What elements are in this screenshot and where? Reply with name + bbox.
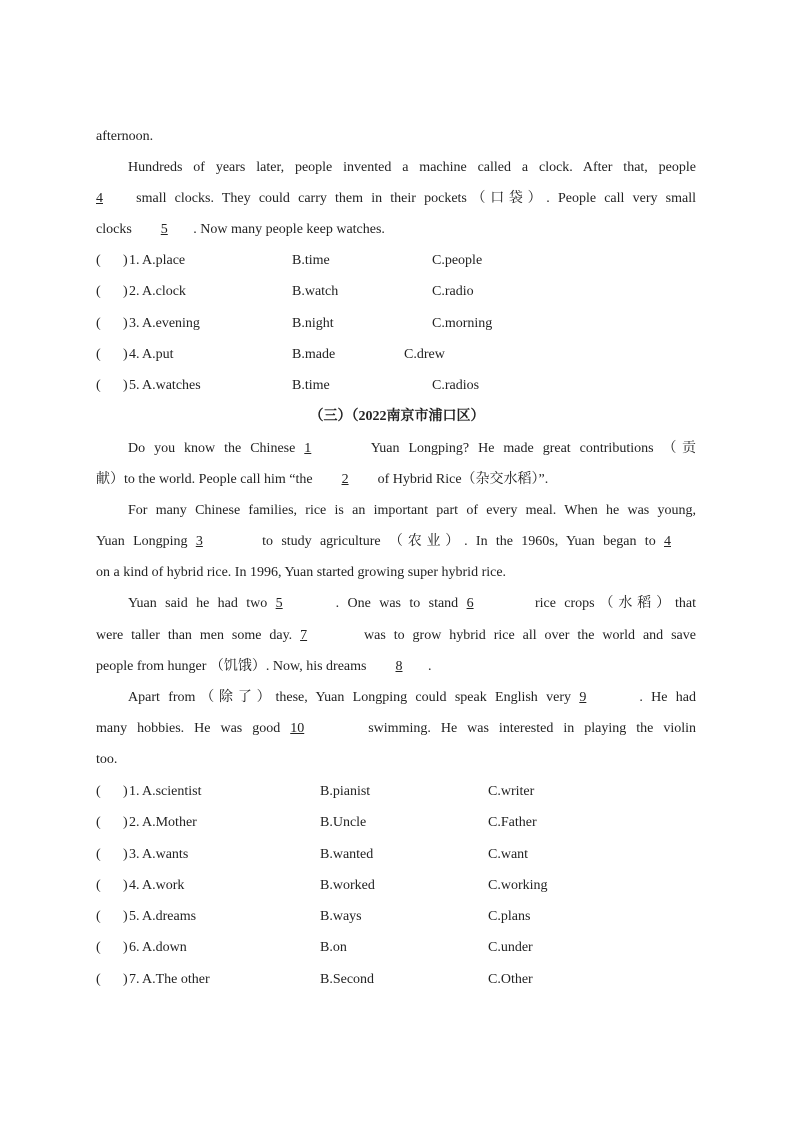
option-a[interactable]: A.down (142, 940, 187, 956)
passage-line (96, 221, 696, 239)
passage-text: . He had (639, 690, 697, 705)
passage-line (128, 595, 696, 613)
passage-line (96, 720, 696, 738)
question-number: 5. (129, 378, 140, 393)
passage-text: of Hybrid Rice（杂交水稻）”. (374, 472, 549, 487)
option-b[interactable]: B.Second (320, 971, 375, 987)
passage-text: small clocks. They could carry them in their pockets（口袋）. People call very small (128, 191, 696, 206)
option-b[interactable]: B.watch (292, 284, 339, 300)
option-b[interactable]: B.time (292, 378, 330, 393)
passage-line (96, 627, 696, 645)
option-c[interactable]: C.working (488, 877, 548, 893)
option-b[interactable]: B.worked (320, 877, 375, 893)
answer-paren-close: ) (123, 971, 128, 987)
option-a[interactable]: A.work (142, 877, 185, 893)
blank-7[interactable]: 7 (300, 628, 308, 643)
passage-text: clocks (96, 222, 136, 237)
passage-text: . One was to stand (335, 596, 467, 611)
passage-text: rice crops（水稻）that (526, 596, 696, 611)
answer-paren-close: ) (123, 253, 128, 268)
option-b[interactable]: B.Uncle (320, 815, 367, 831)
passage-text: was to grow hybrid rice all over the world and save (356, 628, 696, 643)
passage-line (96, 533, 696, 551)
option-a[interactable]: A.scientist (142, 784, 202, 799)
option-c[interactable]: C.want (488, 846, 529, 862)
passage-text: 献）to the world. People call him “the (96, 472, 317, 487)
answer-paren-close: ) (123, 846, 128, 862)
question-number: 5. (129, 909, 140, 924)
passage-text: Do you know the Chinese (128, 441, 305, 456)
option-c[interactable]: C.under (488, 940, 533, 956)
answer-paren-close: ) (123, 815, 128, 831)
option-a[interactable]: A.clock (142, 284, 186, 300)
blank-5[interactable]: 5 (160, 222, 168, 237)
answer-paren-open[interactable]: ( (96, 253, 101, 268)
answer-paren-open[interactable]: ( (96, 784, 101, 799)
option-a[interactable]: A.The other (142, 971, 210, 987)
answer-paren-close: ) (123, 784, 128, 799)
option-c[interactable]: C.Father (488, 815, 537, 831)
answer-paren-close: ) (123, 315, 128, 331)
option-b[interactable]: B.on (320, 940, 347, 956)
answer-paren-open[interactable]: ( (96, 971, 101, 987)
passage-text: Yuan Longping? He made great contributions （贡 (362, 441, 696, 456)
passage-line: afternoon. (96, 129, 154, 144)
question-number: 2. (129, 284, 140, 300)
question-number: 3. (129, 315, 140, 331)
blank-4[interactable]: 4 (96, 191, 103, 206)
answer-paren-open[interactable]: ( (96, 315, 101, 331)
option-b[interactable]: B.pianist (320, 784, 371, 799)
blank-3[interactable]: 3 (195, 534, 203, 549)
option-b[interactable]: B.night (292, 315, 334, 331)
option-a[interactable]: A.Mother (142, 815, 197, 831)
passage-line (96, 190, 696, 208)
passage-line (96, 658, 696, 676)
answer-paren-close: ) (123, 877, 128, 893)
passage-text: . Now many people keep watches. (193, 222, 385, 237)
question-number: 4. (129, 346, 140, 362)
passage-line: Hundreds of years later, people invented a machine called a clock. After that, people (128, 160, 696, 175)
passage-line: too. (96, 752, 118, 767)
blank-10[interactable]: 10 (290, 721, 305, 736)
question-number: 1. (129, 253, 140, 268)
passage-line (96, 471, 696, 489)
option-c[interactable]: C.drew (404, 346, 445, 362)
question-number: 1. (129, 784, 140, 799)
passage-line: For many Chinese families, rice is an important part of every meal. When he was young, (128, 503, 696, 518)
passage-text: Yuan said he had two (128, 596, 276, 611)
blank-2[interactable]: 2 (341, 472, 349, 487)
passage-text: people from hunger （饥饿）. Now, his dreams (96, 659, 370, 674)
blank-9[interactable]: 9 (579, 690, 587, 705)
blank-1[interactable]: 1 (304, 441, 312, 456)
passage-text: were taller than men some day. (96, 628, 301, 643)
blank-8[interactable]: 8 (395, 659, 403, 674)
question-number: 7. (129, 971, 140, 987)
question-number: 4. (129, 877, 140, 893)
passage-text: swimming. He was interested in playing the violin (358, 721, 696, 736)
option-b[interactable]: B.ways (320, 909, 362, 924)
answer-paren-close: ) (123, 378, 128, 393)
answer-paren-open[interactable]: ( (96, 815, 101, 831)
question-number: 2. (129, 815, 140, 831)
answer-paren-open[interactable]: ( (96, 909, 101, 924)
answer-paren-open[interactable]: ( (96, 940, 101, 956)
answer-paren-open[interactable]: ( (96, 284, 101, 300)
option-c[interactable]: C.Other (488, 971, 533, 987)
blank-5[interactable]: 5 (275, 596, 283, 611)
answer-paren-open[interactable]: ( (96, 877, 101, 893)
question-number: 3. (129, 846, 140, 862)
passage-text: Apart from（除了）these, Yuan Longping could speak English very (128, 690, 580, 705)
passage-text: Yuan Longping (96, 534, 196, 549)
answer-paren-close: ) (123, 909, 128, 924)
blank-4[interactable]: 4 (664, 534, 671, 549)
option-b[interactable]: B.wanted (320, 846, 374, 862)
passage-text: many hobbies. He was good (96, 721, 291, 736)
option-c[interactable]: C.morning (432, 315, 493, 331)
option-a[interactable]: A.place (142, 253, 186, 268)
passage-text: . (427, 659, 432, 674)
option-c[interactable]: C.radios (432, 378, 480, 393)
option-a[interactable]: A.evening (142, 315, 200, 331)
option-c[interactable]: C.people (432, 253, 483, 268)
option-b[interactable]: B.time (292, 253, 330, 268)
passage-text: to study agriculture （农业）. In the 1960s, Yuan began to (253, 534, 664, 549)
answer-paren-open[interactable]: ( (96, 346, 101, 362)
passage-line (128, 440, 696, 458)
answer-paren-close: ) (123, 940, 128, 956)
blank-6[interactable]: 6 (466, 596, 474, 611)
passage-line (128, 689, 696, 707)
answer-paren-close: ) (123, 284, 128, 300)
answer-paren-close: ) (123, 346, 128, 362)
option-a[interactable]: A.wants (142, 846, 189, 862)
option-a[interactable]: A.dreams (142, 909, 197, 924)
answer-paren-open[interactable]: ( (96, 378, 101, 393)
passage-line: on a kind of hybrid rice. In 1996, Yuan started growing super hybrid rice. (96, 565, 507, 580)
option-a[interactable]: A.watches (142, 378, 201, 393)
option-c[interactable]: C.plans (488, 909, 531, 924)
option-c[interactable]: C.writer (488, 784, 535, 799)
section-title: （三）（2022南京市浦口区） (309, 409, 485, 424)
option-b[interactable]: B.made (292, 346, 336, 362)
option-c[interactable]: C.radio (432, 284, 474, 300)
answer-paren-open[interactable]: ( (96, 846, 101, 862)
option-a[interactable]: A.put (142, 346, 174, 362)
question-number: 6. (129, 940, 140, 956)
